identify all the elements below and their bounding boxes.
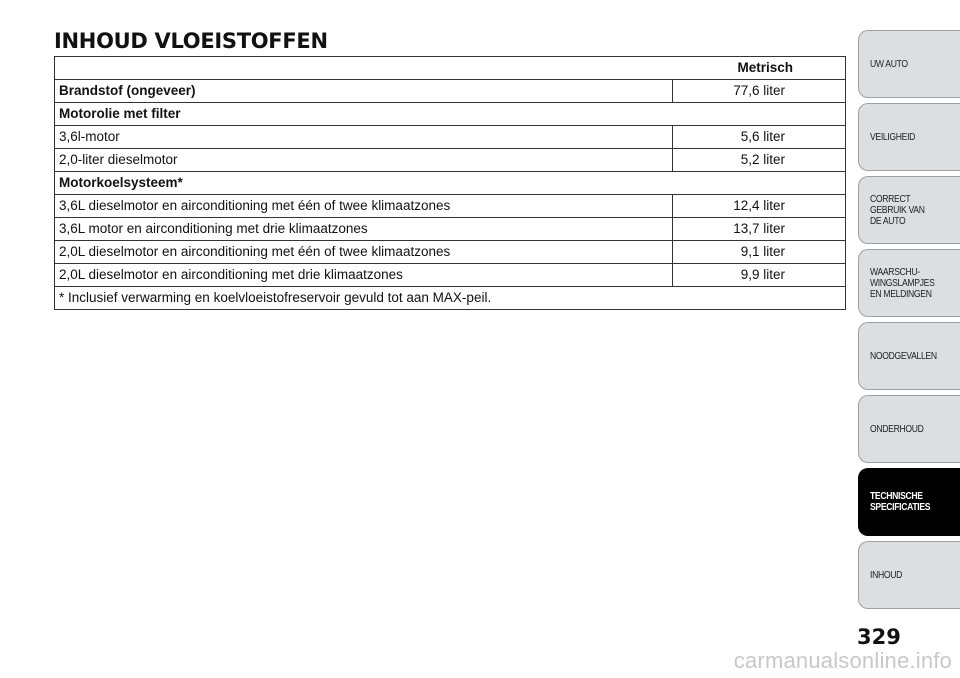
table-row (55, 126, 846, 149)
row-label: 3,6L motor en airconditioning met drie klimaatzones (55, 218, 673, 241)
table-row (55, 149, 846, 172)
chapter-tabs (858, 30, 960, 614)
tab-label: TECHNISCHE SPECIFICATIES (870, 490, 931, 513)
row-label: 2,0L dieselmotor en airconditioning met drie klimaatzones (55, 264, 673, 287)
page-number: 329 (857, 625, 901, 649)
tab-noodgevallen[interactable] (858, 322, 960, 390)
tab-label: UW AUTO (870, 57, 908, 70)
row-label: 3,6L dieselmotor en airconditioning met één of twee klimaatzones (55, 195, 673, 218)
section-label: Motorolie met filter (55, 103, 846, 126)
table-header-metric: Metrisch (55, 57, 846, 80)
tab-inhoud[interactable] (858, 541, 960, 609)
tab-label: ONDERHOUD (870, 422, 924, 435)
row-value: 12,4 liter (673, 195, 846, 218)
tab-waarschuwingslampjes[interactable] (858, 249, 960, 317)
tab-label: WAARSCHU- WINGSLAMPJES EN MELDINGEN (870, 265, 935, 300)
tab-label: VEILIGHEID (870, 130, 916, 143)
row-value: 5,2 liter (673, 149, 846, 172)
table-section-row (55, 172, 846, 195)
table-footnote: * Inclusief verwarming en koelvloeistofreservoir gevuld tot aan MAX-peil. (55, 287, 846, 310)
tab-label: INHOUD (870, 568, 902, 581)
tab-onderhoud[interactable] (858, 395, 960, 463)
table-row (55, 80, 846, 103)
table-row (55, 218, 846, 241)
watermark: carmanualsonline.info (733, 648, 952, 673)
tab-label: NOODGEVALLEN (870, 349, 937, 362)
section-label: Motorkoelsysteem* (55, 172, 846, 195)
row-value: 9,1 liter (673, 241, 846, 264)
row-value: 13,7 liter (673, 218, 846, 241)
row-value: 5,6 liter (673, 126, 846, 149)
tab-uw-auto[interactable] (858, 30, 960, 98)
table-footnote-row (55, 287, 846, 310)
tab-label: CORRECT GEBRUIK VAN DE AUTO (870, 192, 925, 227)
table-row (55, 264, 846, 287)
table-header-row (55, 57, 846, 80)
row-value: 9,9 liter (673, 264, 846, 287)
tab-technische-specificaties[interactable] (858, 468, 960, 536)
table-section-row (55, 103, 846, 126)
row-value: 77,6 liter (673, 80, 846, 103)
row-label: 2,0-liter dieselmotor (55, 149, 673, 172)
tab-correct-gebruik[interactable] (858, 176, 960, 244)
row-label: 3,6l-motor (55, 126, 673, 149)
page-title: INHOUD VLOEISTOFFEN (54, 29, 328, 53)
row-label: 2,0L dieselmotor en airconditioning met één of twee klimaatzones (55, 241, 673, 264)
table-row (55, 241, 846, 264)
row-label: Brandstof (ongeveer) (55, 80, 673, 103)
fluid-capacity-table (54, 56, 846, 310)
table-row (55, 195, 846, 218)
tab-veiligheid[interactable] (858, 103, 960, 171)
